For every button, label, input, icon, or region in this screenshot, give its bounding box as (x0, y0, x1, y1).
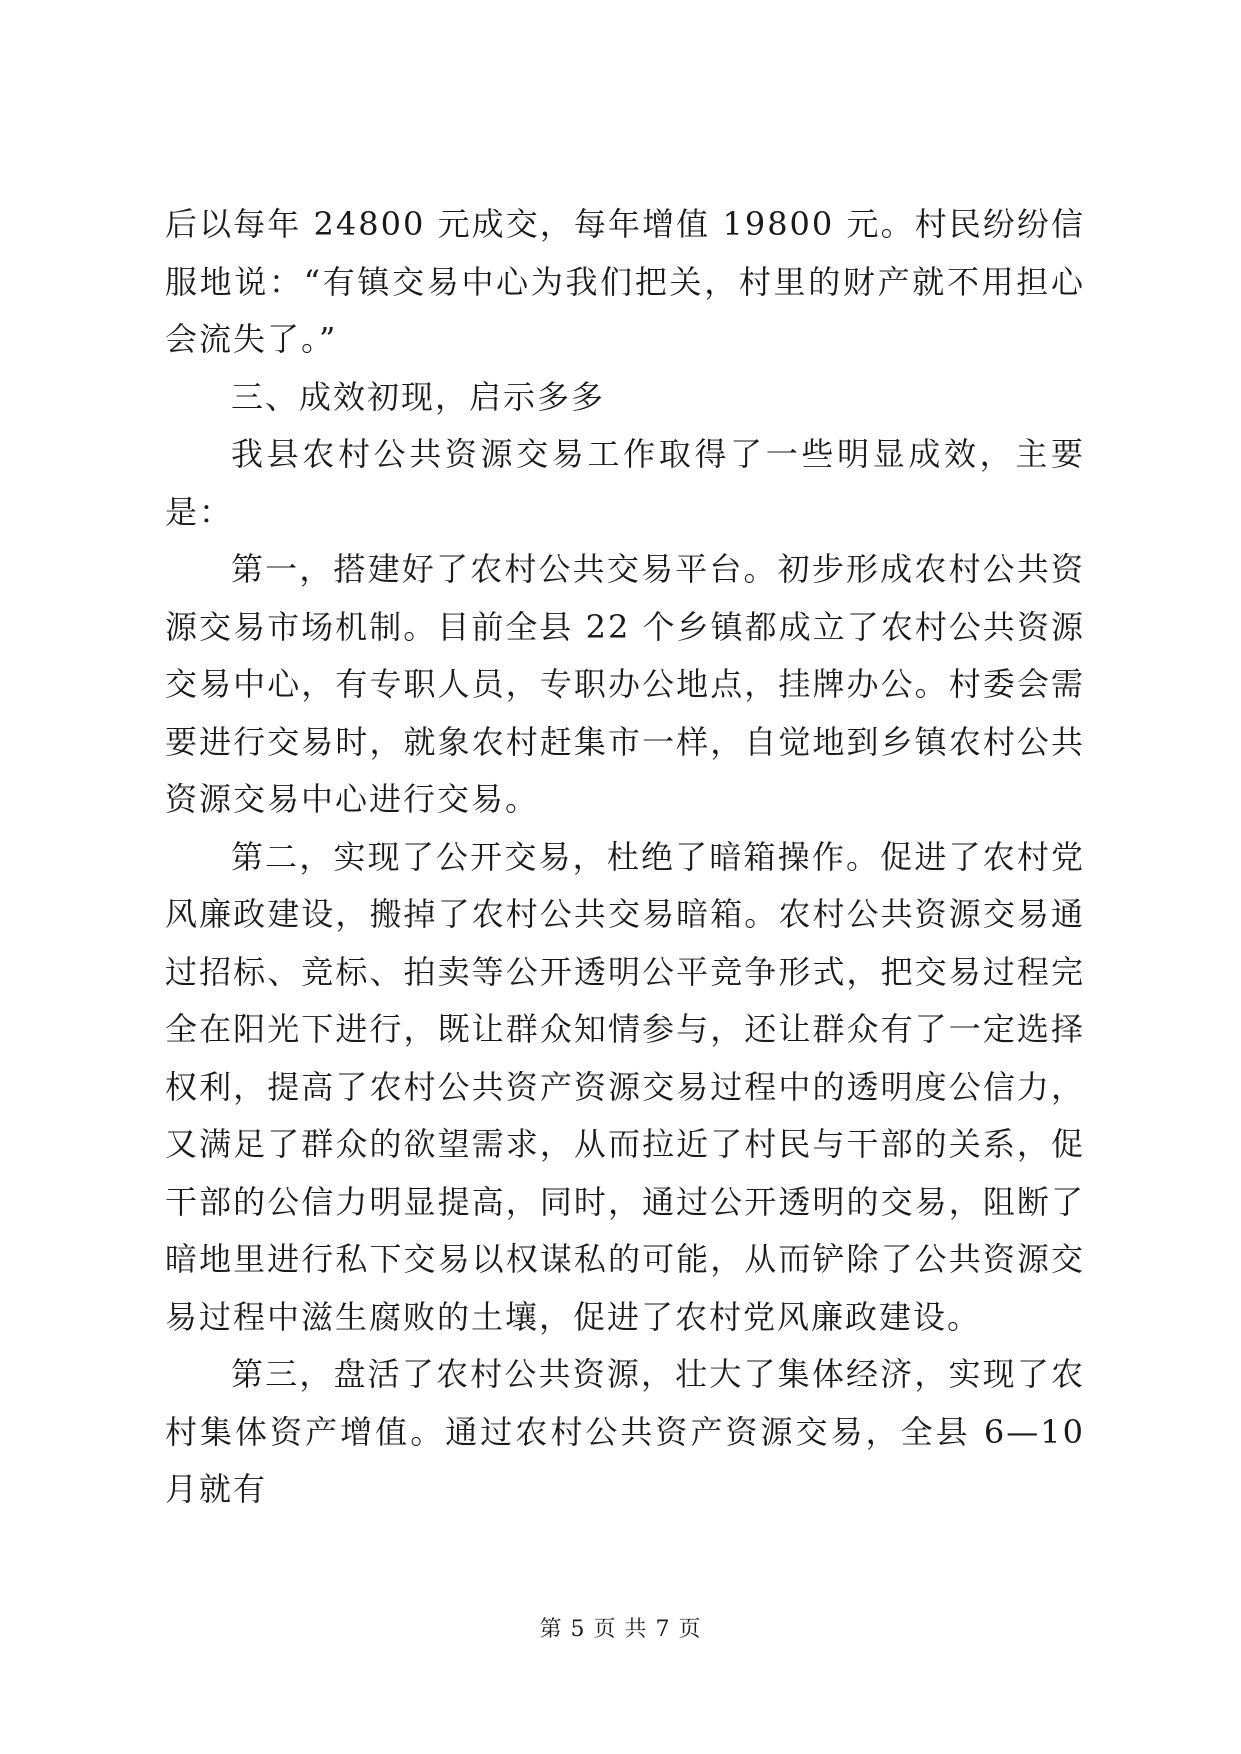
document-body (165, 196, 1085, 1519)
paragraph-third-point: 第三，盘活了农村公共资源，壮大了集体经济，实现了农村集体资产增值。通过农村公共资产资源交易，全县 6—10 月就有 (165, 1355, 1085, 1508)
paragraph-second-point: 第二，实现了公开交易，杜绝了暗箱操作。促进了农村党风廉政建设，搬掉了农村公共交易暗箱。农村公共资源交易通过招标、竞标、拍卖等公开透明公平竞争形式，把交易过程完全在阳光下进行，既让群众知情参与，还让群众有了一定选择权利，提高了农村公共资产资源交易过程中的透明度公信力，又满足了群众的欲望需求，从而拉近了村民与干部的关系，促干部的公信力明显提高，同时，通过公开透明的交易，阻断了暗地里进行私下交易以权谋私的可能，从而铲除了公共资源交易过程中滋生腐败的土壤，促进了农村党风廉政建设。 (165, 837, 1085, 1336)
page-footer: 第 5 页 共 7 页 (539, 1617, 702, 1642)
paragraph-continuation: 后以每年 24800 元成交，每年增值 19800 元。村民纷纷信服地说：“有镇交易中心为我们把关，村里的财产就不用担心会流失了。” (165, 205, 1085, 358)
section-heading: 三、成效初现，启示多多 (231, 377, 606, 416)
paragraph-first-point: 第一，搭建好了农村公共交易平台。初步形成农村公共资源交易市场机制。目前全县 22 个乡镇都成立了农村公共资源交易中心，有专职人员，专职办公地点，挂牌办公。村委会需要进行交易时，就象农村赶集市一样，自觉地到乡镇农村公共资源交易中心进行交易。 (165, 550, 1085, 818)
paragraph-intro: 我县农村公共资源交易工作取得了一些明显成效，主要是： (165, 435, 1085, 531)
